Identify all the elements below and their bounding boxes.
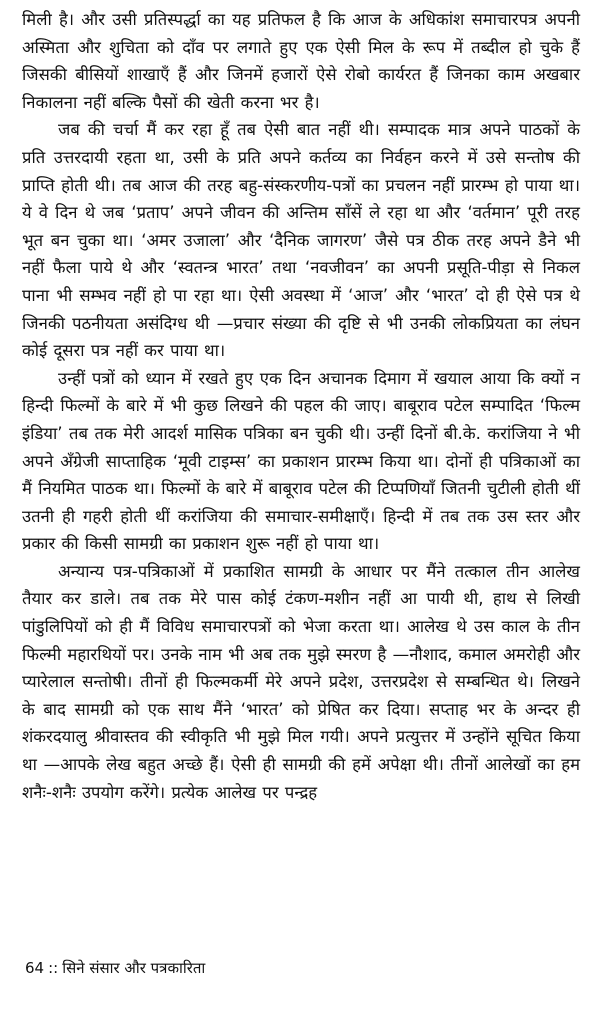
page-body (22, 6, 580, 806)
book-title: सिने संसार और पत्रकारिता (62, 959, 206, 977)
footer-separator: :: (48, 959, 59, 977)
page-footer (25, 958, 205, 978)
page-number: 64 (25, 959, 45, 977)
paragraph-film-writing-idea: उन्हीं पत्रों को ध्यान में रखते हुए एक दिन अचानक दिमाग में खयाल आया कि क्यों न हिन्दी फिल्मों के बारे में भी कुछ लिखने की पहल की जाए। बाबूराव पटेल सम्पादित ‘फिल्म इंडिया’ तब तक मेरी आदर्श मासिक पत्रिका बन चुकी थी। उन्हीं दिनों बी.के. करांजिया ने भी अपने अँग्रेजी साप्ताहिक ‘मूवी टाइम्स’ का प्रकाशन प्रारम्भ किया था। दोनों ही पत्रिकाओं का मैं नियमित पाठक था। फिल्मों के बारे में बाबूराव पटेल की टिप्पणियाँ जितनी चुटीली होती थीं उतनी ही गहरी होती थीं करांजिया की समाचार-समीक्षाएँ। हिन्दी में तब तक उस स्तर और प्रकार की किसी सामग्री का प्रकाशन शुरू नहीं हो पाया था। (22, 368, 580, 554)
paragraph-continued: मिली है। और उसी प्रतिस्पर्द्धा का यह प्रतिफल है कि आज के अधिकांश समाचारपत्र अपनी अस्मिता और शुचिता को दाँव पर लगाते हुए एक ऐसी मिल के रूप में तब्दील हो चुके हैं जिसकी बीसियों शाखाएँ हैं और जिनमें हजारों ऐसे रोबो कार्यरत हैं जिनका काम अखबार निकालना नहीं बल्कि पैसों की खेती करना भर है। (22, 10, 580, 112)
paragraph-editors-era: जब की चर्चा मैं कर रहा हूँ तब ऐसी बात नहीं थी। सम्पादक मात्र अपने पाठकों के प्रति उत्तरदायी रहता था, उसी के प्रति अपने कर्तव्य का निर्वहन करने में उसे सन्तोष की प्राप्ति होती थी। तब आज की तरह बहु-संस्करणीय-पत्रों का प्रचलन नहीं प्रारम्भ हो पाया था। ये वे दिन थे जब ‘प्रताप’ अपने जीवन की अन्तिम साँसें ले रहा था और ‘वर्तमान’ पूरी तरह भूत बन चुका था। ‘अमर उजाला’ और ‘दैनिक जागरण’ जैसे पत्र ठीक तरह अपने डैने भी नहीं फैला पाये थे और ‘स्वतन्त्र भारत’ तथा ‘नवजीवन’ का अपनी प्रसूति-पीड़ा से निकल पाना भी सम्भव नहीं हो पा रहा था। ऐसी अवस्था में ‘आज’ और ‘भारत’ दो ही ऐसे पत्र थे जिनकी पठनीयता असंदिग्ध थी —प्रचार संख्या की दृष्टि से भी उनकी लोकप्रियता का लंघन कोई दूसरा पत्र नहीं कर पाया था। (22, 120, 580, 361)
paragraph-three-articles: अन्यान्य पत्र-पत्रिकाओं में प्रकाशित सामग्री के आधार पर मैंने तत्काल तीन आलेख तैयार कर डाले। तब तक मेरे पास कोई टंकण-मशीन नहीं आ पायी थी, हाथ से लिखी पांडुलिपियों को ही मैं विविध समाचारपत्रों को भेजा करता था। आलेख थे उस काल के तीन फिल्मी महारथियों पर। उनके नाम भी अब तक मुझे स्मरण है —नौशाद, कमाल अमरोही और प्यारेलाल सन्तोषी। तीनों ही फिल्मकर्मी मेरे अपने प्रदेश, उत्तरप्रदेश से सम्बन्धित थे। लिखने के बाद सामग्री को एक साथ मैंने ‘भारत’ को प्रेषित कर दिया। सप्ताह भर के अन्दर ही शंकरदयालु श्रीवास्तव की स्वीकृति भी मुझे मिल गयी। अपने प्रत्युत्तर में उन्होंने सूचित किया था —आपके लेख बहुत अच्छे हैं। ऐसी ही सामग्री की हमें अपेक्षा थी। तीनों आलेखों का हम शनैः-शनैः उपयोग करेंगे। प्रत्येक आलेख पर पन्द्रह (22, 561, 580, 802)
